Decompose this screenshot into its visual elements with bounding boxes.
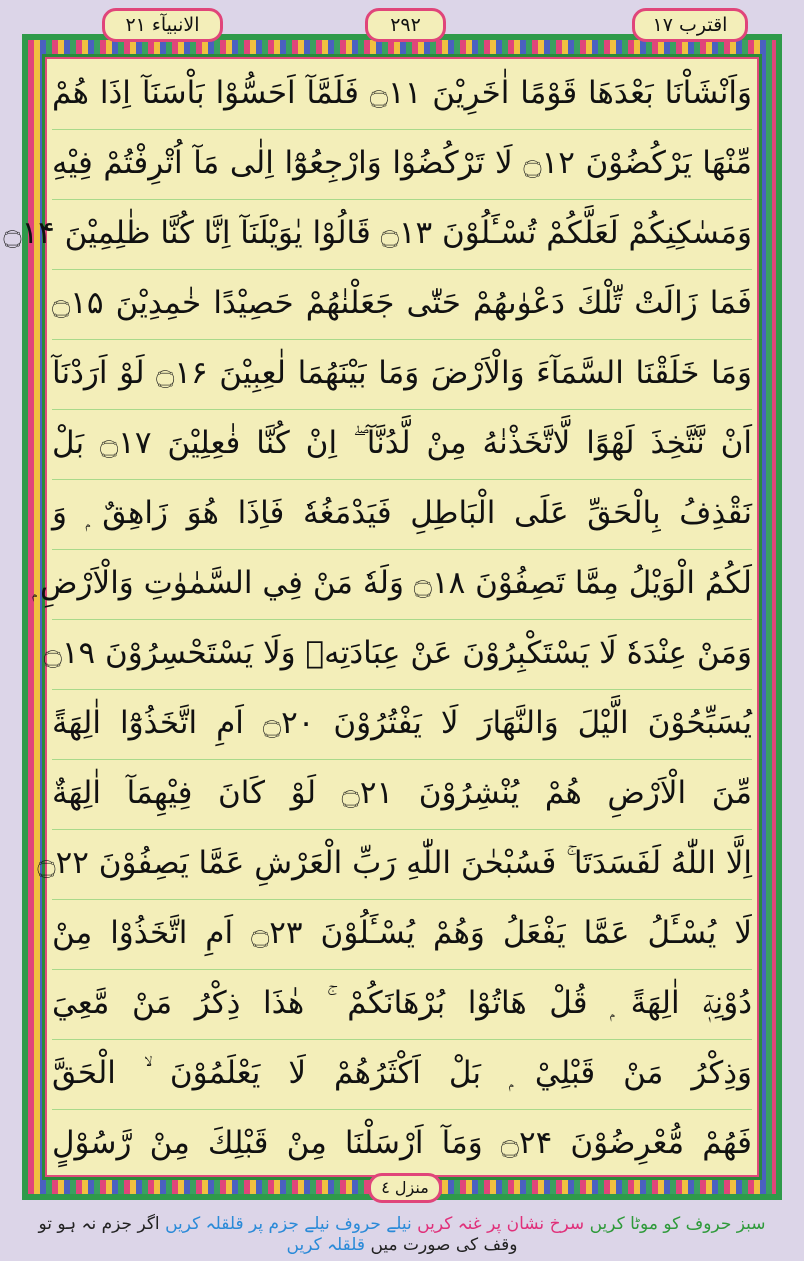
text-line: وَاَنْشَاْنَا بَعْدَهَا قَوْمًا اٰخَرِيْنَ ۝۱۱ فَلَمَّآ اَحَسُّوْا بَاْسَنَآ اِذَا هُمْ (52, 60, 752, 130)
text-line: لَكُمُ الْوَيْلُ مِمَّا تَصِفُوْنَ ۝۱۸ وَلَهٗ مَنْ فِي السَّمٰوٰتِ وَالْاَرْضِ ۭ (52, 550, 752, 620)
juz-label: اقترب ۱۷ (632, 8, 748, 42)
text-line: فَمَا زَالَتْ تِّلْكَ دَعْوٰىهُمْ حَتّٰى جَعَلْنٰهُمْ حَصِيْدًا خٰمِدِيْنَ ۝۱۵ (52, 270, 752, 340)
text-line: نَقْذِفُ بِالْحَقِّ عَلَى الْبَاطِلِ فَيَدْمَغُهٗ فَاِذَا هُوَ زَاهِقٌ ۭ وَ (52, 480, 752, 550)
instruction-pink: سرخ نشان پر غنہ کریں (417, 1214, 585, 1234)
instruction-green: سبز حروف کو موٹا کریں (589, 1214, 766, 1234)
text-line: مِّنَ الْاَرْضِ هُمْ يُنْشِرُوْنَ ۝۲۱ لَوْ كَانَ فِيْهِمَآ اٰلِهَةٌ (52, 760, 752, 830)
text-line: وَمَسٰكِنِكُمْ لَعَلَّكُمْ تُسْـَٔلُوْنَ ۝۱۳ قَالُوْا يٰوَيْلَنَآ اِنَّا كُنَّا ظٰلِمِيْنَ ۝۱۴ (52, 200, 752, 270)
text-line: فَهُمْ مُّعْرِضُوْنَ ۝۲۴ وَمَآ اَرْسَلْنَا مِنْ قَبْلِكَ مِنْ رَّسُوْلٍ (52, 1125, 753, 1161)
quran-text (3, 60, 753, 1179)
text-line: وَمَنْ عِنْدَهٗ لَا يَسْتَكْبِرُوْنَ عَنْ عِبَادَتِهٖ وَلَا يَسْتَحْسِرُوْنَ ۝۱۹ (52, 620, 752, 690)
manzil-label: منزل ٤ (368, 1173, 442, 1203)
instruction-plain: اگر جزم نہ ہو تو وقف کی صورت میں (38, 1214, 518, 1255)
text-line: اَنْ نَّتَّخِذَ لَهْوًا لَّاتَّخَذْنٰهُ مِنْ لَّدُنَّآ ۖ اِنْ كُنَّا فٰعِلِيْنَ ۝۱۷ بَلْ (52, 410, 752, 480)
text-line: دُوْنِهٖٓ اٰلِهَةً ۭ قُلْ هَاتُوْا بُرْهَانَكُمْ ۚ هٰذَا ذِكْرُ مَنْ مَّعِيَ (52, 970, 752, 1040)
page-number: ۲۹۲ (365, 8, 446, 42)
instruction-blue-end: قلقلہ کریں (286, 1235, 366, 1255)
text-line: وَمَا خَلَقْنَا السَّمَآءَ وَالْاَرْضَ وَمَا بَيْنَهُمَا لٰعِبِيْنَ ۝۱۶ لَوْ اَرَدْنَآ (52, 340, 752, 410)
text-line: لَا يُسْـَٔلُ عَمَّا يَفْعَلُ وَهُمْ يُسْـَٔلُوْنَ ۝۲۳ اَمِ اتَّخَذُوْا مِنْ (52, 900, 752, 970)
text-line: مِّنْهَا يَرْكُضُوْنَ ۝۱۲ لَا تَرْكُضُوْا وَارْجِعُوْٓا اِلٰى مَآ اُتْرِفْتُمْ فِيْهِ (52, 130, 752, 200)
text-line: اِلَّا اللّٰهُ لَفَسَدَتَا ۚ فَسُبْحٰنَ اللّٰهِ رَبِّ الْعَرْشِ عَمَّا يَصِفُوْنَ ۝۲۲ (52, 830, 752, 900)
instruction-blue: نیلے حروف نیلے جزم پر قلقلہ کریں (165, 1214, 412, 1234)
text-line: يُسَبِّحُوْنَ الَّيْلَ وَالنَّهَارَ لَا يَفْتُرُوْنَ ۝۲۰ اَمِ اتَّخَذُوْٓا اٰلِهَةً (52, 690, 752, 760)
text-line: وَذِكْرُ مَنْ قَبْلِيْ ۭ بَلْ اَكْثَرُهُمْ لَا يَعْلَمُوْنَ ۙ الْحَقَّ (52, 1040, 752, 1110)
surah-label: الانبیآء ۲۱ (102, 8, 223, 42)
tajweed-instructions (20, 1213, 784, 1255)
